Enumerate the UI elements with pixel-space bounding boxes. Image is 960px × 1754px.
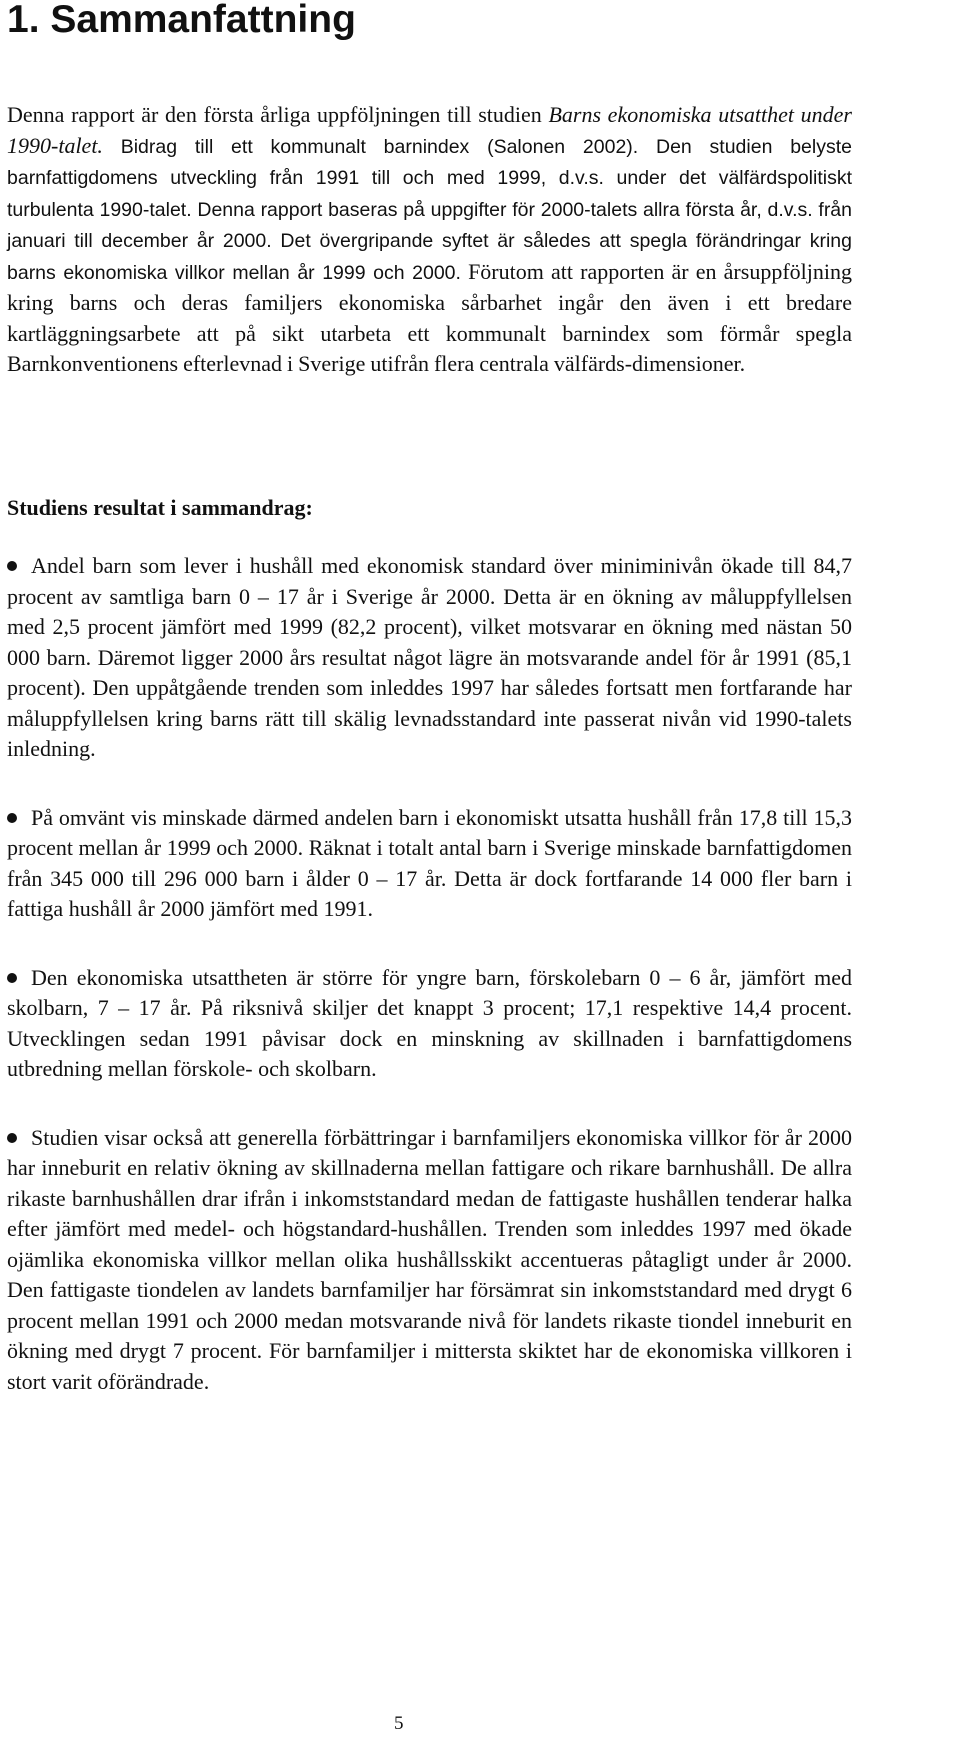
list-item [7,551,852,765]
results-list [7,551,852,1435]
bullet-icon [7,813,17,823]
intro-text-end: Förutom att rapporten är en årsuppföljning kring barns och deras familjers ekonomiska sårbarhet ingår den även i ett bredare kartläggningsarbete att på sikt utarbeta ett kommunalt barnindex som förmår spegla Barnkonventionens efterlevnad i Sverige utifrån flera centrala välfärds-dimensioner. [7,258,852,376]
list-item-text: Andel barn som lever i hushåll med ekonomisk standard över miniminivån ökade till 84,7 procent av samtliga barn 0 – 17 år i Sverige år 2000. Detta är en ökning av måluppfyllelsen med 2,5 procent jämfört med 1999 (82,2 procent), vilket motsvarar en ökning med nästan 50 000 barn. Däremot ligger 2000 års resultat något lägre än motsvarande andel för år 1991 (85,1 procent). Den uppåtgående trenden som inleddes 1997 har således fortsatt men fortfarande har måluppfyllelsen kring barns rätt till skälig levnadsstandard inte passerat nivån vid 1990-talets inledning. [7,553,852,761]
list-item [7,803,852,925]
intro-text-start: Denna rapport är den första årliga uppföljningen till studien [7,102,549,127]
list-item-text: Den ekonomiska utsattheten är större för yngre barn, förskolebarn 0 – 6 år, jämfört med skolbarn, 7 – 17 år. På riksnivå skiljer det knappt 3 procent; 17,1 respektive 14,4 procent. Utvecklingen sedan 1991 påvisar dock en minskning av skillnaden i barnfattigdomens utbredning mellan förskole- och skolbarn. [7,964,852,1081]
list-item [7,1123,852,1398]
list-item-text: Studien visar också att generella förbättringar i barnfamiljers ekonomiska villkor för år 2000 har inneburit en relativ ökning av skillnaderna mellan fattigare och rikare barnhushåll. De allra rikaste barnhushållen drar ifrån i inkomststandard medan de fattigaste hushållen tenderar halka efter jämfört med medel- och högstandard-hushållen. Trenden som inleddes 1997 med ökade ojämlika ekonomiska villkor mellan olika hushållsskikt accentueras påtagligt under år 2000. Den fattigaste tiondelen av landets barnfamiljer har försämrat sin inkomststandard med drygt 6 procent mellan 1991 och 2000 medan motsvarande nivå för landets rikaste tiondel inneburit en ökning med drygt 7 procent. För barnfamiljer i mittersta skiktet har de ekonomiska villkoren i stort varit oförändrade. [7,1124,852,1394]
intro-text-middle: Bidrag till ett kommunalt barnindex (Salonen 2002). Den studien belyste barnfattigdomens utveckling från 1991 till och med 1999, d.v.s. under det välfärdspolitiskt turbulenta 1990-talet. Denna rapport baseras på uppgifter för 2000-talets allra första år, d.v.s. från januari till december år 2000. Det övergripande syftet är således att spegla förändringar kring barns ekonomiska villkor mellan år 1999 och 2000. [7,135,852,284]
bullet-icon [7,561,17,571]
section-heading: 1. Sammanfattning [7,0,356,41]
page-number: 5 [394,1713,404,1734]
results-heading: Studiens resultat i sammandrag: [7,495,313,520]
intro-paragraph [7,100,852,380]
bullet-icon [7,973,17,983]
list-item [7,963,852,1085]
bullet-icon [7,1133,17,1143]
list-item-text: På omvänt vis minskade därmed andelen barn i ekonomiskt utsatta hushåll från 17,8 till 15,3 procent mellan år 1999 och 2000. Räknat i totalt antal barn i Sverige minskade barnfattigdomen från 345 000 till 296 000 barn i ålder 0 – 17 år. Detta är dock fortfarande 14 000 fler barn i fattiga hushåll år 2000 jämfört med 1991. [7,804,852,921]
study-title: Barns ekonomiska utsatthet under 1990-talet. [7,102,852,158]
